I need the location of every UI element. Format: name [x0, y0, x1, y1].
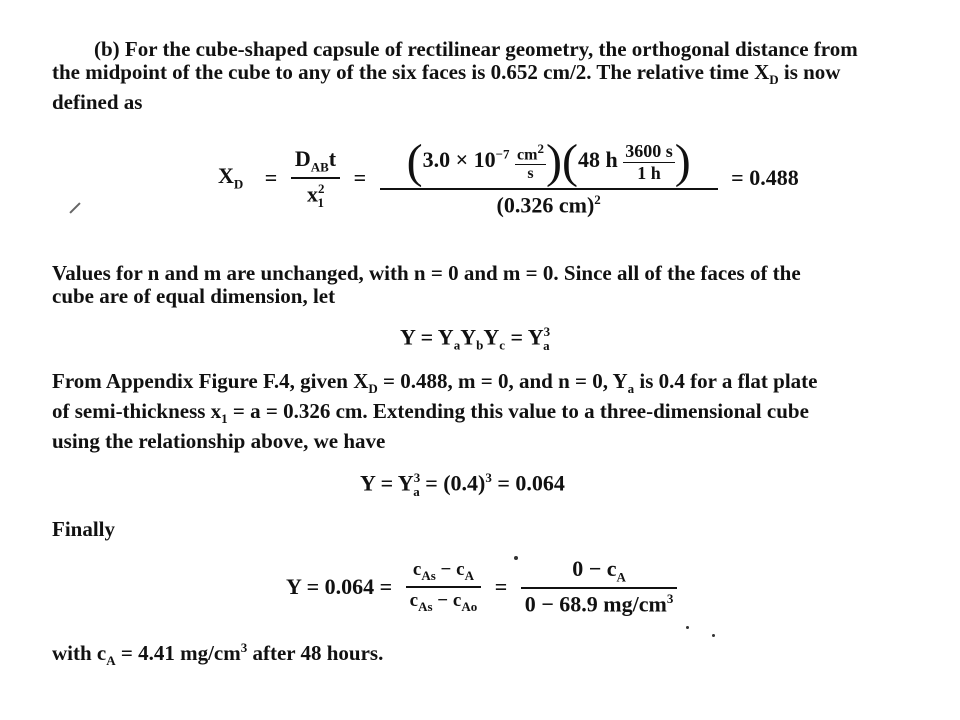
stray-mark: [69, 202, 80, 213]
values-line-2: cube are of equal dimension, let: [52, 284, 336, 308]
intro-line-2: the midpoint of the cube to any of the six faces is 0.652 cm/2. The relative time X: [52, 60, 770, 84]
finally-label: Finally: [52, 517, 116, 541]
concentration-fraction-1: $\frac{c_{As} - c_A}{c_{As} - c_{Ao}}$: [406, 559, 482, 615]
equation-relative-time: $X_D$ = $\frac{D_{AB}t}{x^2_1}$ = ($3.0 \times 10^{-7}$ $\frac{cm^2}{s}$ )(48 h $\frac{3600 s}{1 h}$ ) (0.326 cm)$^2$ = 0.488: [218, 135, 799, 218]
appendix-paragraph: From Appendix Figure F.4, given $X_D = 0.488$, m = 0, and n = 0, $Y_a$ is 0.4 for a flat plate of semi-thickness $x_1 = a = 0.326$ cm. Extending this value to a three-dimensional cube using the relationship above, we have: [52, 369, 818, 454]
scan-speck: [686, 626, 689, 629]
concentration-fraction-2: $\frac{0 - c_A}{0 - 68.9 mg/cm^3}$: [521, 556, 678, 618]
scan-speck: [514, 556, 518, 560]
intro-line-3: defined as: [52, 90, 143, 115]
equation-y-cubed: $Y = Y^3_a = (0.4)^3 = 0.064$: [360, 470, 565, 499]
values-paragraph: [52, 262, 912, 308]
intro-paragraph: (b) For the cube-shaped capsule of rectilinear geometry, the orthogonal distance from the midpoint of the cube to any of the six faces is 0.652 cm/2. The relative time $X_D$ is now defined as: [52, 38, 912, 114]
equation-y-product: $Y = Y_aY_bY_c = Y^3_a$: [400, 324, 551, 353]
values-line-1: Values for n and m are unchanged, with n = 0 and m = 0. Since all of the faces of the: [52, 261, 801, 285]
diffusion-fraction: $\frac{D_{AB}t}{x^2_1}$: [291, 146, 340, 211]
equation-concentration: Y = 0.064 = $\frac{c_{As} - c_A}{c_{As} - c_{Ao}}$ = $\frac{0 - c_A}{0 - 68.9 mg/cm^3}$: [278, 556, 677, 618]
part-label: (b): [94, 37, 120, 61]
closing-line: with $c_A = 4.41$ $mg/cm^3$ after 48 hours.: [52, 640, 384, 669]
numeric-fraction: ($3.0 \times 10^{-7}$ $\frac{cm^2}{s}$ )(48 h $\frac{3600 s}{1 h}$ ) (0.326 cm)$^2$: [380, 138, 718, 218]
intro-line-1: For the cube-shaped capsule of rectilinear geometry, the orthogonal distance from: [124, 37, 858, 61]
